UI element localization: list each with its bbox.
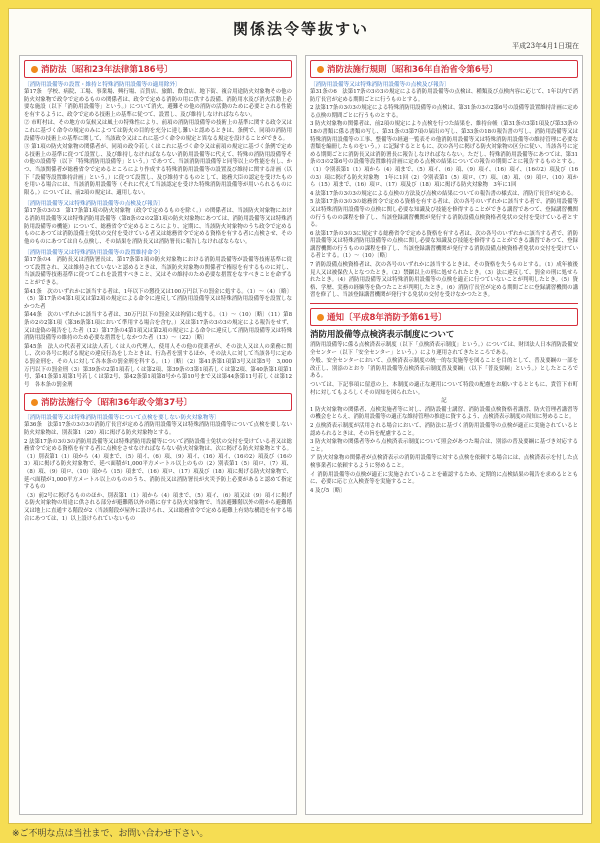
notice-text: 1 防火対象物の関係者、点検実施者等に対し、消防設備士講習、消防設備点検資格者講習、防火管理者講習等の機会をとらえ、消防用設備等の適正な維持管理の推進に資するよう、点検済表示制度の周知に努めること。 — [310, 406, 578, 421]
article-text: 第45条 法人の代表者又は法人若しくは人の代理人、使用人その他の従業者が、その法人又は人の業務に関し、次の各号に掲げる規定の違反行為をしたときは、行為者を罰するほか、その法人に対して当該各号に定める罰金刑を、その人に対して各本条の罰金刑を科する。（1）〔略〕（2）第41条第1項第3号又は第5号 3,000万円以下の罰金刑（3）第39条の2第1項若しくは第2項、第39条の3第1項若しくは第2項、第40条第1項第1号、第41条第1項第1号若しくは第2号、第42条第1項第8号から第10号まで又は第44条第11号若しくは第12号 各本条の罰金刑 — [24, 343, 292, 388]
subheading: 〔消防用設備等又は特殊消防用設備等の点検及び報告〕 — [24, 201, 164, 208]
section-header-enforcement: 消防法施行規則〔昭和36年自治省令第6号〕 — [310, 60, 578, 78]
page-sheet — [8, 8, 592, 824]
article-text: ③ 第1項の防火対象物の関係者が、同項の政令若しくはこれに基づく命令又は前項の規定に基づく条例で定める技術上の基準に従つて設置し、及び維持しなければならない消防用設備等に代えて、特殊の消防用設備等その他の設備等（以下「特殊消防用設備等」という。）であつて、当該消防用設備等と同等以上の性能を有し、かつ、当該関係者が総務省令で定めるところにより作成する特殊消防用設備等の設置及び維持に関する計画（以下「設備等設置維持計画」という。）に従つて設置し、及び維持するものとして、総務大臣の認定を受けたものを用いる場合には、当該消防用設備等（それに代えて当該認定を受けた特殊消防用設備等が用いられるものに限る。）については、前2項の規定は、適用しない。 — [24, 144, 292, 196]
notice-heading: 消防用設備等点検済表示制度について — [310, 330, 455, 341]
notice-text: 消防用設備等に係る点検済表示制度（以下「点検済表示制度」という。）については、財団法人日本消防設備安全センター（以下「安全センター」という。）により運用されてきたところである。 — [310, 342, 578, 356]
notice-text: ア 防火対象物の関係者が点検済表示の消防用設備等に対する点検を依頼する場合には、点検済表示を付した点検事業者に依頼するように努めること。 — [310, 455, 578, 469]
section-header-notice: 通知〔平成8年消防予第61号〕 — [310, 308, 578, 326]
article-text: 第41条 次のいずれかに該当する者は、1年以下の懲役又は100万円以下の罰金に処する。（1）〜（4）〔略〕（5）第17条の4第1項又は第2項の規定による命令に違反して消防用設備等又は特殊消防用設備等を設置しなかつた者 — [24, 288, 292, 310]
article-text: 第44条 次のいずれかに該当する者は、30万円以下の罰金又は拘留に処する。（1）〜（10）〔略〕（11）第8条の2の2第1項（第36条第1項において準用する場合を含む。）又は第17条の3の3の規定による報告をせず、又は虚偽の報告をした者（12）第17条の4第1項又は第2項の規定による命令に違反して消防用設備等又は特殊消防用設備等の維持のため必要な措置をしなかつた者（13）〜（22）〔略〕 — [24, 312, 292, 342]
article-text: 4 法第17条の3の3の規定による点検の方法及び点検の結果についての報告書の様式は、消防庁長官が定める。 — [310, 190, 577, 197]
article-text: 第31条の6 法第17条の3の3の規定による消防用設備等の点検は、種類及び点検内容に応じて、1年以内で消防庁長官が定める期間ごとに行うものとする。 — [310, 89, 578, 103]
notice-text: 2 点検済表示制度が活用される場合において、消防法に基づく消防用設備等の点検が適正に実施されていると認められるときは、その旨を配慮すること。 — [310, 422, 578, 437]
article-text: 6 法第17条の3の3に規定する総務省令で定める資格を有する者は、次の各号のいずれかに該当する者で、消防用設備等又は特殊消防用設備等の点検に関し必要な知識及び技能を修得することができる講習であつて、登録講習機関の行うものの課程を修了し、当該登録講習機関が発行する消防設備点検資格者免状の交付を受けている者とする。（1）〜（10）〔略〕 — [310, 230, 578, 260]
notice-text: 3 防火対象物の関係者等から点検済表示制度について照会があつた場合は、別添の普及要綱に基づき対応すること。 — [310, 439, 578, 453]
notice-text: 4 及び5〔略〕 — [310, 487, 346, 494]
notice-text: イ 消防用設備等の点検が適正に実施されていることを確認するため、定期的に点検結果の報告を求めるとともに、必要に応じ立入検査等を実施すること。 — [310, 471, 578, 486]
section-header-fire-order: 消防法施行令〔昭和36年政令第37号〕 — [24, 393, 292, 411]
bullet-icon — [317, 66, 324, 73]
as-of-date: 平成23年4月1日現在 — [512, 42, 579, 50]
article-text: 第17条の4 消防長又は消防署長は、第17条第1項の防火対象物における消防用設備等が設備等技術基準に従つて設置され、又は維持されていないと認めるときは、当該防火対象物の関係者で権原を有するものに対し、当該設備等技術基準に従つてこれを設置すべきこと、又はその維持のため必要な措置をなすべきことを命ずることができる。 — [24, 257, 292, 287]
article-text: 2 法第17条の3の3の規定による特殊消防用設備等の点検は、第31条の3の2第6号の設備等設置維持計画に定める点検の期間ごとに行うものとする。 — [310, 105, 578, 119]
article-text: 3 防火対象物の関係者は、前2項の規定により点検を行つた結果を、維持台帳（第31条の3第1項及び第33条の18の書類に係る書類の写し、第31条の3第7項の届出の写し、第33条の18の報告書の写し、消防用設備等又は特殊消防用設備等の工事、整備等の経過一覧表その他消防用設備等又は特殊消防用設備等の維持管理に必要な書類を編冊したものをいう。）に記録するとともに、次の各号に掲げる防火対象物の区分に従い、当該各号に定める期間ごとに消防長又は消防署長に報告しなければならない。ただし、特殊消防用設備等にあつては、第31条の3の2第6号の設備等設置維持計画に定める点検の結果についての報告の期間ごとに報告するものとする。（1）令別表第1（1）項から（4）項まで、（5）項イ、（6）項、（9）項イ、（16）項イ、（16の2）項及び（16の3）項に掲げる防火対象物 1年に1回（2）令別表第1（5）項ロ、（7）項、（8）項、（9）項ロ、（10）項から（15）項まで、（16）項ロ、（17）項及び（18）項に掲げる防火対象物 3年に1回 — [310, 121, 578, 189]
article-text: 7 消防設備点検資格者は、次の各号のいずれかに該当するときは、その資格を失うものとする。（1）成年被後見人又は被保佐人となつたとき。（2）禁錮以上の刑に処せられたとき。（3）法に違反して、罰金の刑に処せられたとき。（4）消防用設備等又は特殊消防用設備等の点検を適正に行つていないことが判明したとき。（5）資格、学歴、実務の経験等を偽つたことが判明したとき。（6）消防庁長官が定める期間ごとに登録講習機関の講習を修了し、当該登録講習機関が発行する免状の交付を受けなかつたとき。 — [310, 262, 578, 299]
article-text: 第36条 法第17条の3の3の消防庁長官が定める消防用設備等又は特殊消防用設備等について点検を要しない防火対象物は、別表第1（20）項に掲げる防火対象物とする。 — [24, 422, 292, 436]
notice-text: 今般、安全センターにおいて、点検済表示制度の統一的な実施等を図ることを目的として、普及要綱の一部を改正し、別添のとおり「消防用設備等点検済表示制度普及要綱」（以下「普及要綱」という。）としたところである。 — [310, 358, 578, 380]
notice-section — [310, 303, 578, 495]
article-text: 5 法第17条の3の3の総務省令で定める資格を有する者は、次の各号のいずれかに該当する者で、消防用設備等又は特殊消防用設備等の点検に関し必要な知識及び技能を修得することができる講習であつて、登録講習機関の行うものの課程を修了し、当該登録講習機関が発行する消防設備点検資格者免状の交付を受けている者とする。 — [310, 199, 578, 229]
left-column — [19, 55, 297, 815]
subheading: 〔消防用設備等又は特殊消防用設備等の設置維持命令〕 — [24, 250, 164, 257]
subheading: 〔消防用設備等又は特殊消防用設備等の点検及び報告〕 — [310, 82, 450, 88]
article-text: ② 市町村は、その地方の気候又は風土の特殊性により、前項の消防用設備等の技術上の基準に関する政令又はこれに基づく命令の規定のみによつては防火の目的を充分に達し難いと認めるときは、条例で、同項の消防用設備等の技術上の基準に関して、当該政令又はこれに基づく命令の規定と異なる規定を設けることができる。 — [24, 120, 292, 142]
notice-ki: 記 — [441, 398, 447, 405]
bullet-icon — [31, 399, 38, 406]
page-title: 関係法令等抜すい — [232, 20, 369, 38]
footer-note: ※ご不明な点は当社まで、お問い合わせ下さい。 — [12, 829, 209, 839]
bullet-icon — [31, 66, 38, 73]
notice-text: ついては、下記事項に留意の上、本制度の適正な運用について特段の配慮をお願いするとともに、貴管下市町村に対してもよろしくその周知を図られたい。 — [310, 382, 578, 396]
article-text: 第17条 学校、病院、工場、事業場、興行場、百貨店、旅館、飲食店、地下街、複合用途防火対象物その他の防火対象物で政令で定めるものの関係者は、政令で定める消防の用に供する設備、消防用水及び消火活動上必要な施設（以下「消防用設備等」という。）について消火、避難その他の消防の活動のために必要とされる性能を有するように、政令で定める技術上の基準に従つて、設置し、及び維持しなければならない。 — [24, 89, 292, 118]
article-text: 2 法第17条の3の3の消防用設備等又は特殊消防用設備等について消防設備士免状の交付を受けている者又は総務省令で定める資格を有する者に点検をさせなければならない防火対象物は、次に掲げる防火対象物とする。（1）別表第1（1）項から（4）項まで、（5）項イ、（6）項、（9）項イ、（16）項イ、（16の2）項及び（16の3）項に掲げる防火対象物で、延べ面積が1,000平方メートル以上のもの（2）別表第1（5）項ロ、（7）項、（8）項、（9）項ロ、（10）項から（15）項まで、（16）項ロ、（17）項及び（18）項に掲げる防火対象物で、延べ面積が1,000平方メートル以上のもののうち、消防長又は消防署長が火災予防上必要があると認めて指定するもの — [24, 438, 292, 491]
right-column — [305, 55, 583, 815]
article-text: （3）前2号に掲げるもののほか、別表第1（1）項から（4）項まで、（5）項イ、（6）項又は（9）項イに掲げる防火対象物の用途に供される部分が避難階以外の階に存する防火対象物で、当該避難階以外の階から避難階又は地上に直通する階段が2（当該階段が屋外に設けられ、又は総務省令で定める避難上有効な構造を有する場合にあつては、1）以上設けられていないもの — [24, 492, 292, 522]
article-text: 第17条の3の3 第17条第1項の防火対象物（政令で定めるものを除く。）の関係者は、当該防火対象物における消防用設備等又は特殊消防用設備等（第8条の2の2第1項の防火対象物にあつては、消防用設備等又は特殊消防用設備等の機能）について、総務省令で定めるところにより、定期に、当該防火対象物のうち政令で定めるものにあつては消防設備士免状の交付を受けている者又は総務省令で定める資格を有する者に点検させ、その他のものにあつては自ら点検し、その結果を消防長又は消防署長に報告しなければならない。 — [24, 208, 292, 245]
subheading: 〔消防用設備等又は特殊消防用設備等について点検を要しない防火対象物等〕 — [24, 415, 220, 422]
subheading: 〔消防用設備等の設置・維持と特殊消防用設備等の適用除外〕 — [24, 82, 181, 88]
section-header-fire-law: 消防法〔昭和23年法律第186号〕 — [24, 60, 292, 78]
bullet-icon — [317, 314, 324, 321]
